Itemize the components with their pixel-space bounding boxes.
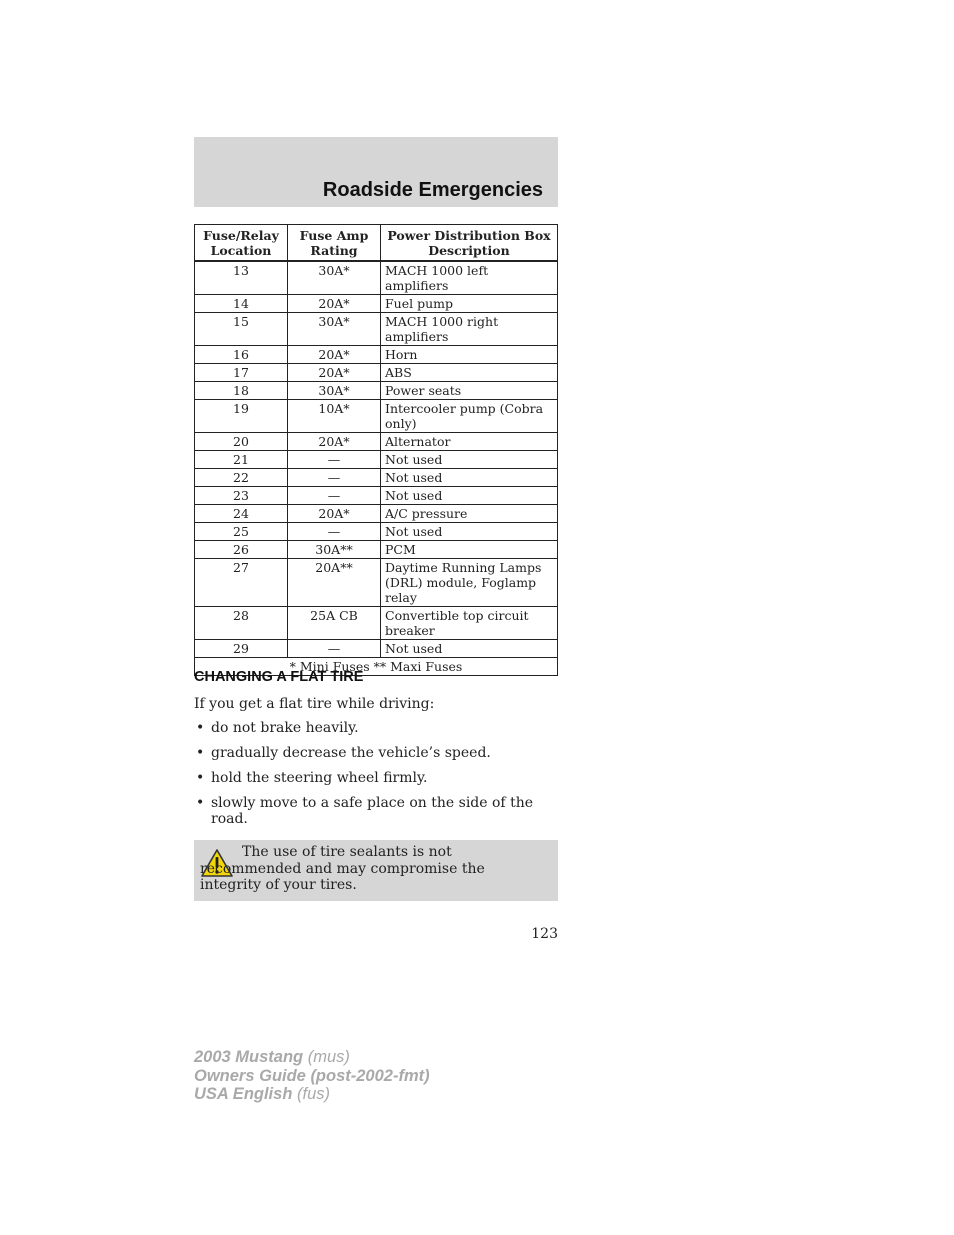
list-item: [194, 795, 558, 827]
fuse-rating-cell: —: [288, 469, 381, 487]
table-row: [195, 523, 558, 541]
footer-guide: Owners Guide (post-2002-fmt): [194, 1066, 430, 1085]
fuse-location-cell: 15: [195, 313, 288, 346]
fuse-rating-cell: —: [288, 487, 381, 505]
table-row: [195, 505, 558, 523]
section-title: CHANGING A FLAT TIRE: [194, 669, 364, 685]
list-item-text: do not brake heavily.: [211, 720, 359, 736]
footer-line-3: [194, 1085, 430, 1104]
fuse-rating-cell: —: [288, 451, 381, 469]
fuse-location-cell: 26: [195, 541, 288, 559]
fuse-description-cell: Daytime Running Lamps (DRL) module, Foglamp relay: [381, 559, 558, 607]
table-row: [195, 487, 558, 505]
table-row: [195, 313, 558, 346]
fuse-location-cell: 24: [195, 505, 288, 523]
fuse-description-cell: Convertible top circuit breaker: [381, 607, 558, 640]
fuse-description-cell: ABS: [381, 364, 558, 382]
fuse-location-cell: 17: [195, 364, 288, 382]
fuse-description-cell: Alternator: [381, 433, 558, 451]
footer-language-code: (fus): [297, 1085, 330, 1103]
column-header-location: Fuse/Relay Location: [195, 225, 288, 262]
fuse-table: [194, 224, 558, 676]
list-item-text: hold the steering wheel firmly.: [211, 770, 428, 786]
fuse-description-cell: MACH 1000 left amplifiers: [381, 261, 558, 295]
footer-language: USA English: [194, 1085, 293, 1103]
fuse-location-cell: 22: [195, 469, 288, 487]
fuse-rating-cell: 20A*: [288, 433, 381, 451]
fuse-description-cell: A/C pressure: [381, 505, 558, 523]
table-row: [195, 346, 558, 364]
fuse-rating-cell: —: [288, 640, 381, 658]
fuse-description-cell: Not used: [381, 487, 558, 505]
column-header-description: Power Distribution Box Description: [381, 225, 558, 262]
table-row: [195, 295, 558, 313]
table-row: [195, 451, 558, 469]
bullet-list: [194, 720, 558, 836]
page-number: 123: [531, 926, 558, 942]
list-item: [194, 720, 558, 736]
section-header-title: Roadside Emergencies: [322, 179, 543, 201]
section-intro: If you get a flat tire while driving:: [194, 696, 435, 712]
table-row: [195, 400, 558, 433]
table-row: [195, 469, 558, 487]
fuse-description-cell: Fuel pump: [381, 295, 558, 313]
fuse-description-cell: Horn: [381, 346, 558, 364]
warning-text: The use of tire sealants is not recommended and may compromise the integrity of your tires.: [200, 844, 485, 893]
table-row: [195, 364, 558, 382]
bullet-icon: •: [196, 795, 205, 811]
fuse-rating-cell: 30A*: [288, 261, 381, 295]
footer-line-2: [194, 1067, 430, 1086]
fuse-description-cell: Not used: [381, 523, 558, 541]
fuse-description-cell: Not used: [381, 451, 558, 469]
table-row: [195, 433, 558, 451]
fuse-description-cell: PCM: [381, 541, 558, 559]
list-item: [194, 770, 558, 786]
fuse-rating-cell: 20A*: [288, 346, 381, 364]
fuse-description-cell: Not used: [381, 469, 558, 487]
fuse-rating-cell: 20A*: [288, 364, 381, 382]
bullet-icon: •: [196, 720, 205, 736]
fuse-description-cell: Not used: [381, 640, 558, 658]
table-row: [195, 640, 558, 658]
warning-box: [194, 840, 558, 901]
fuse-location-cell: 27: [195, 559, 288, 607]
fuse-description-cell: MACH 1000 right amplifiers: [381, 313, 558, 346]
fuse-table-body: [195, 261, 558, 658]
fuse-location-cell: 21: [195, 451, 288, 469]
fuse-description-cell: Intercooler pump (Cobra only): [381, 400, 558, 433]
fuse-location-cell: 23: [195, 487, 288, 505]
list-item-text: gradually decrease the vehicle’s speed.: [211, 745, 491, 761]
fuse-rating-cell: —: [288, 523, 381, 541]
fuse-location-cell: 13: [195, 261, 288, 295]
fuse-table-footnote: * Mini Fuses ** Maxi Fuses: [195, 658, 558, 676]
fuse-rating-cell: 20A*: [288, 505, 381, 523]
fuse-location-cell: 28: [195, 607, 288, 640]
section-header-band: [194, 137, 558, 207]
fuse-rating-cell: 25A CB: [288, 607, 381, 640]
bullet-icon: •: [196, 770, 205, 786]
table-row: [195, 382, 558, 400]
footer-model-code: (mus): [307, 1048, 350, 1066]
table-row: [195, 261, 558, 295]
fuse-location-cell: 29: [195, 640, 288, 658]
column-header-rating: Fuse Amp Rating: [288, 225, 381, 262]
bullet-icon: •: [196, 745, 205, 761]
fuse-location-cell: 18: [195, 382, 288, 400]
fuse-table-header-row: [195, 225, 558, 262]
footer-model: 2003 Mustang: [194, 1048, 304, 1066]
table-row: [195, 559, 558, 607]
fuse-rating-cell: 30A*: [288, 313, 381, 346]
document-footer: [194, 1048, 430, 1104]
footer-line-1: [194, 1048, 430, 1067]
fuse-location-cell: 16: [195, 346, 288, 364]
table-row: [195, 541, 558, 559]
fuse-rating-cell: 30A*: [288, 382, 381, 400]
fuse-location-cell: 19: [195, 400, 288, 433]
fuse-rating-cell: 30A**: [288, 541, 381, 559]
fuse-description-cell: Power seats: [381, 382, 558, 400]
fuse-rating-cell: 20A**: [288, 559, 381, 607]
fuse-rating-cell: 10A*: [288, 400, 381, 433]
fuse-rating-cell: 20A*: [288, 295, 381, 313]
list-item: [194, 745, 558, 761]
list-item-text: slowly move to a safe place on the side of the road.: [211, 795, 533, 827]
fuse-location-cell: 20: [195, 433, 288, 451]
table-row: [195, 607, 558, 640]
fuse-location-cell: 14: [195, 295, 288, 313]
fuse-location-cell: 25: [195, 523, 288, 541]
